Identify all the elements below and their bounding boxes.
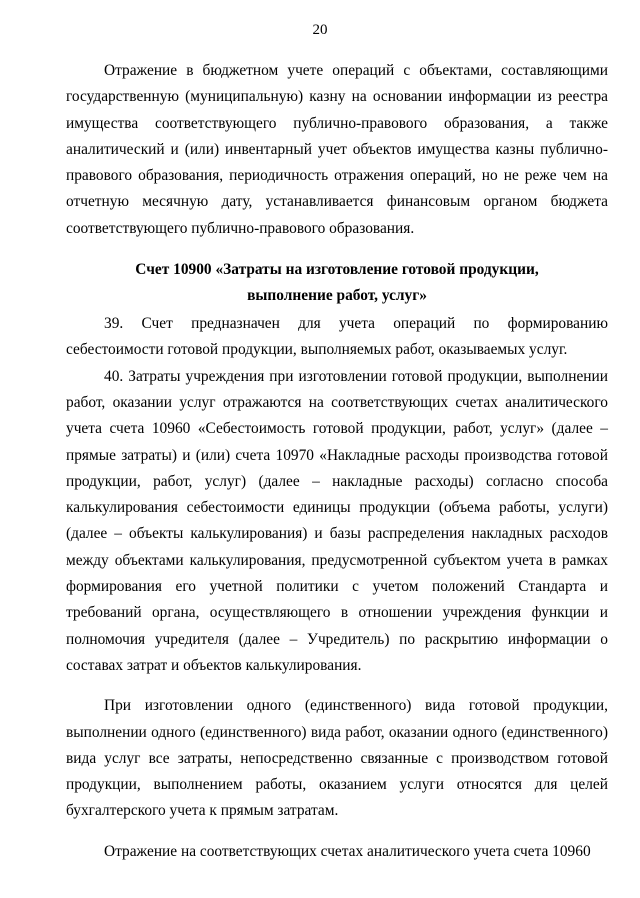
paragraph-reflection-10960: Отражение на соответствующих счетах аналитического учета счета 10960 (104, 842, 591, 860)
section-heading-line-1: Счет 10900 «Затраты на изготовление готовой продукции, (135, 261, 539, 279)
page-number: 20 (312, 22, 328, 38)
section-heading (66, 257, 608, 309)
section-heading-line-2: выполнение работ, услуг» (247, 287, 427, 305)
paragraph-40: 40. Затраты учреждения при изготовлении готовой продукции, выполнении работ, оказании услуг отражаются на соответствующих счетах аналитического учета счета 10960 «Себестоимость готовой продукции, работ, услуг» (далее – прямые затраты) и (или) счета 10970 «Накладные расходы производства готовой продукции, работ, услуг) (далее – накладные расходы) согласно способа калькулирования себестоимости единицы продукции (объема работы, услуги) (далее – объекты калькулирования) и базы распределения накладных расходов между объектами калькулирования, предусмотренной субъектом учета в рамках формирования его учетной политики с учетом положений Стандарта и требований органа, осуществляющего в отношении учреждения функции и полномочия учредителя (далее – Учредитель) по раскрытию информации о составах затрат и объектов калькулирования. (66, 367, 608, 674)
document-body (66, 58, 608, 865)
paragraph-treasury-accounting: Отражение в бюджетном учете операций с объектами, составляющими государственную (муниципальную) казну на основании информации из реестра имущества соответствующего публично-правового образования, а также аналитический и (или) инвентарный учет объектов имущества казны публично-правового образования, периодичность отражения операций, но не реже чем на отчетную месячную дату, устанавливается финансовым органом бюджета соответствующего публично-правового образования. (66, 62, 608, 237)
paragraph-single-product: При изготовлении одного (единственного) вида готовой продукции, выполнении одного (единственного) вида работ, оказании одного (единственного) вида услуг все затраты, непосредственно связанные с производством готовой продукции, выполнением работы, оказанием услуги относятся для целей бухгалтерского учета к прямым затратам. (66, 697, 608, 820)
paragraph-39: 39. Счет предназначен для учета операций по формированию себестоимости готовой продукции, выполняемых работ, оказываемых услуг. (66, 315, 608, 359)
